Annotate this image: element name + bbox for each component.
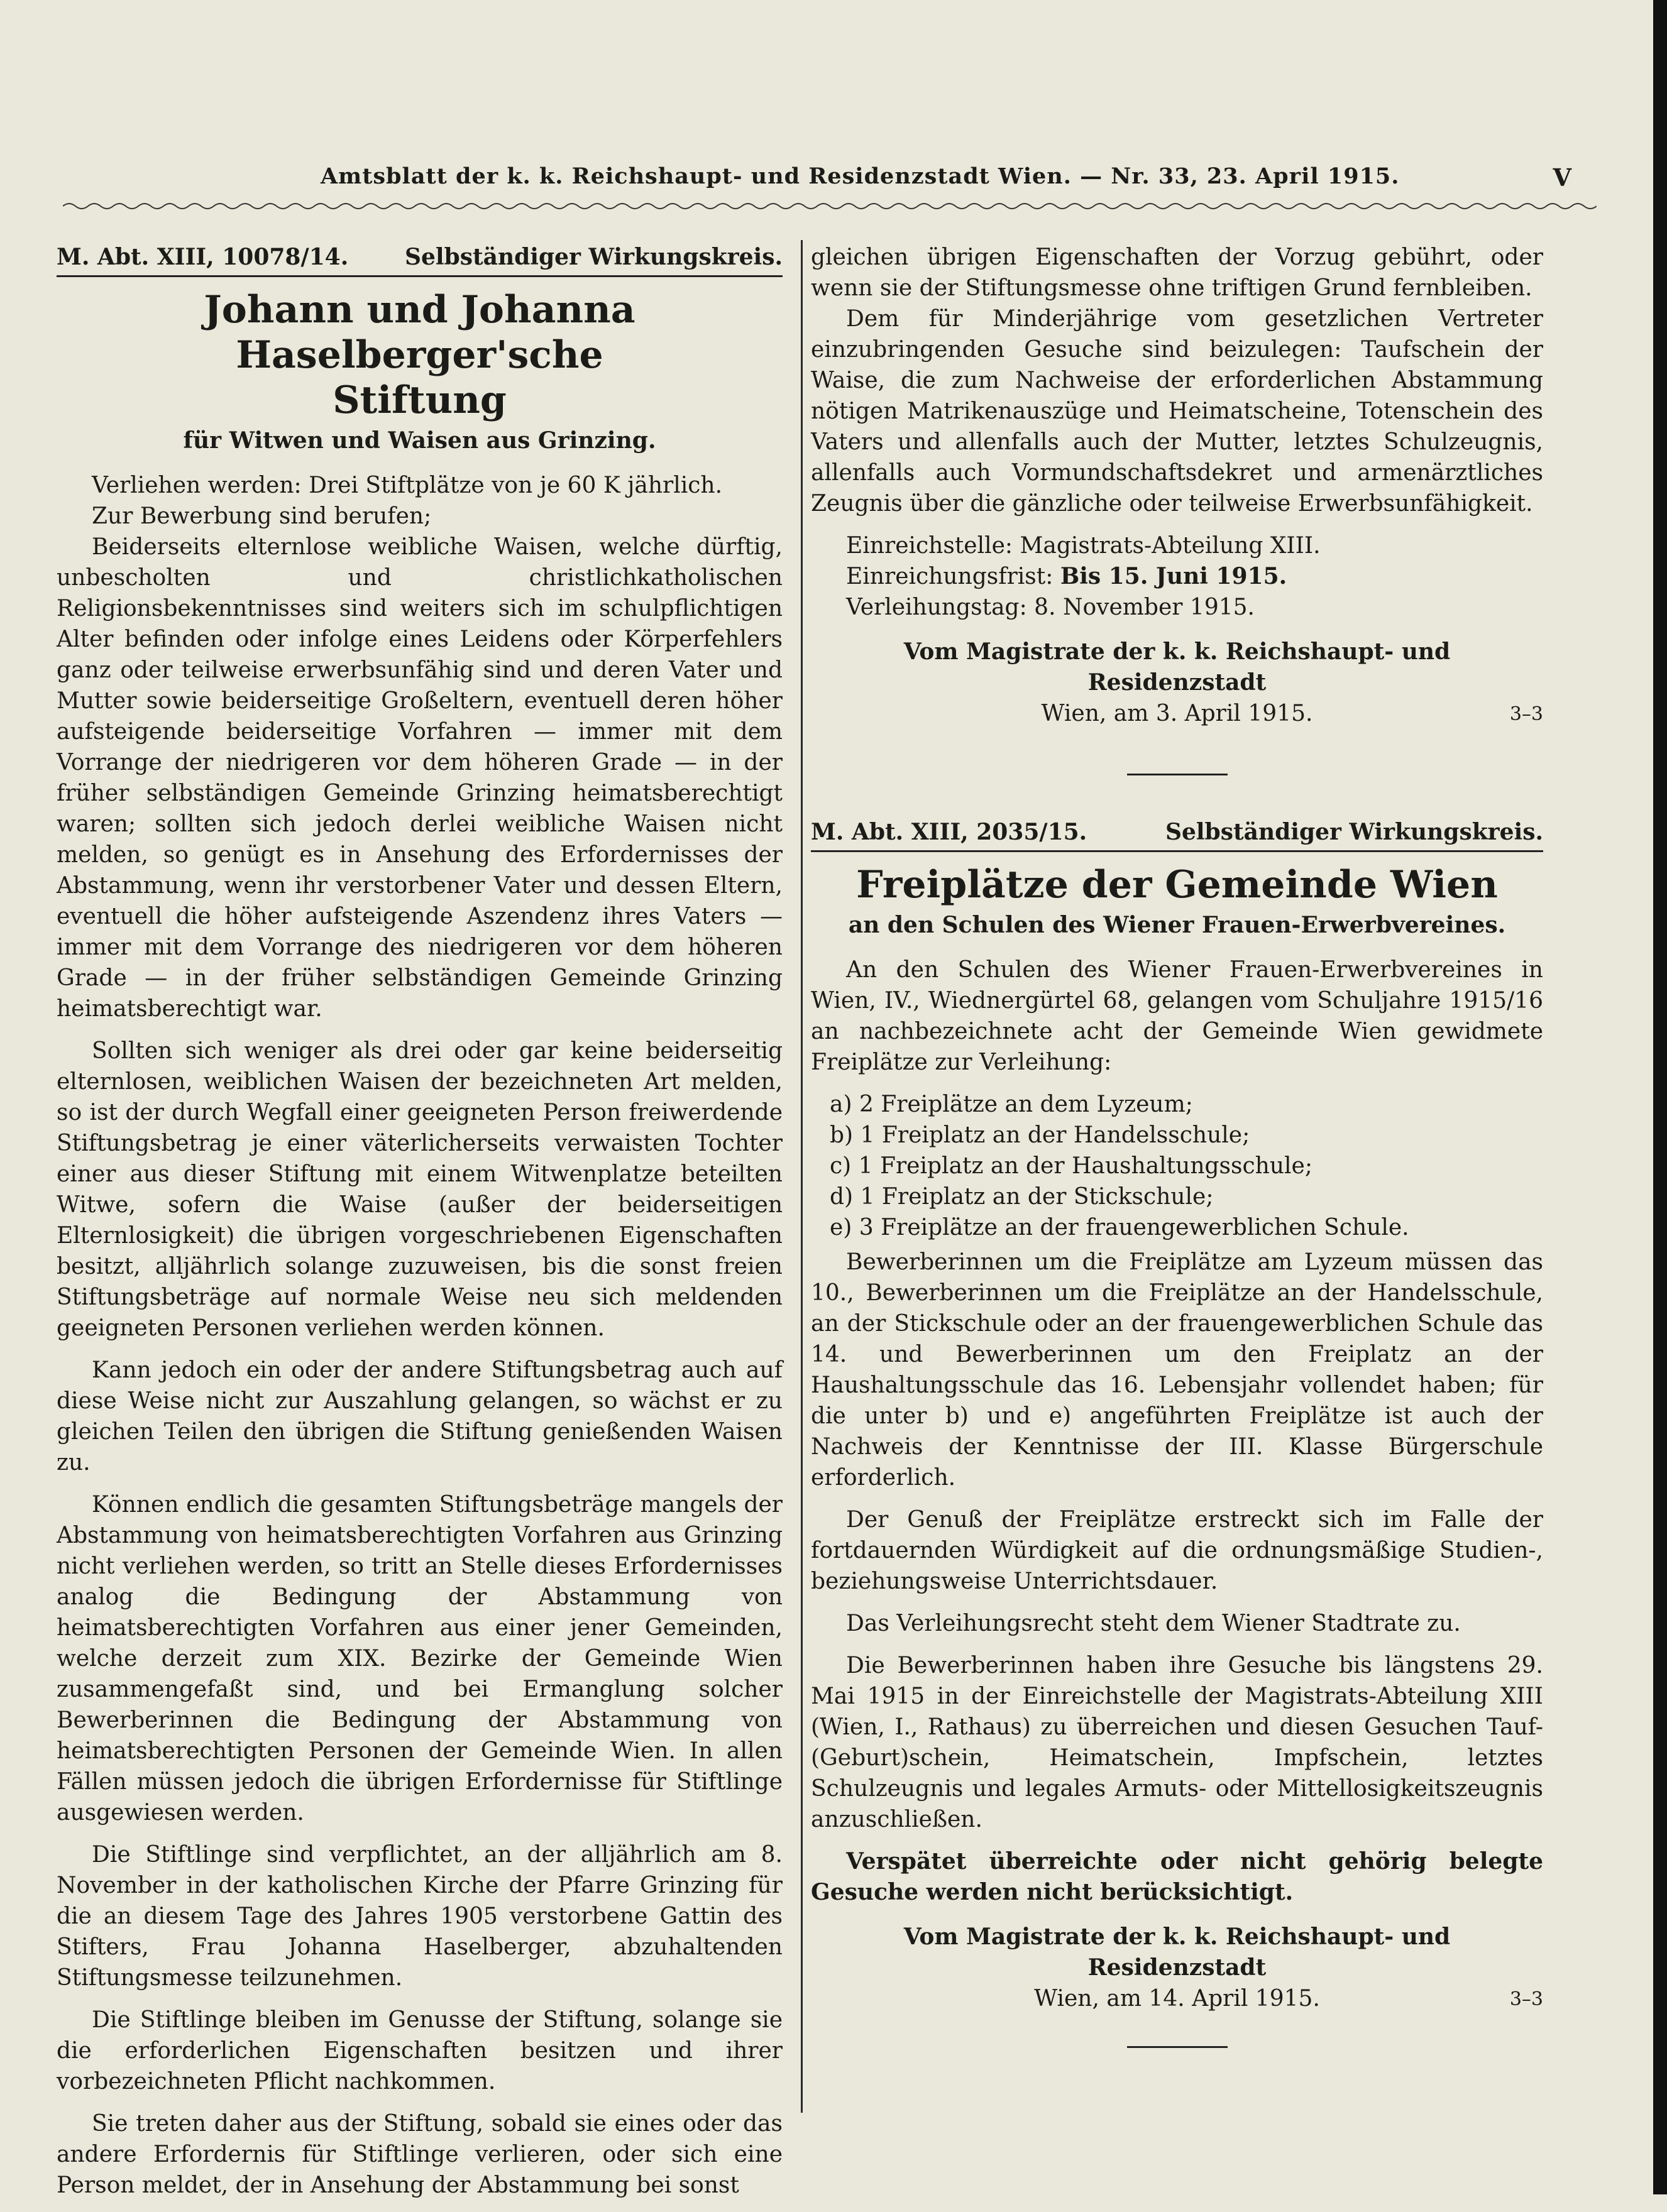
paragraph: Können endlich die gesamten Stiftungsbeträge mangels der Abstammung von heimatsberechtigten Vorfahren aus Grinzing nicht verliehen werden, so tritt an Stelle dieses Erfordernisses analog die Bedingung der Abstammung von heimatsberechtigten Vorfahren aus einer jener Gemeinden, welche derzeit zum XIX. Bezirke der Gemeinde Wien zusammengefaßt sind, und bei Ermanglung solcher Bewerberinnen die Bedingung der Abstammung von heimatsberechtigten Personen der Gemeinde Wien. In allen Fällen müssen jedoch die übrigen Erfordernisse für Stiftlinge ausgewiesen werden. [57,1492,783,1826]
paragraph: An den Schulen des Wiener Frauen-Erwerbvereines in Wien, IV., Wiednergürtel 68, gelangen vom Schuljahre 1915/16 an nachbezeichnete acht der Gemeinde Wien gewidmete Freiplätze zur Verleihung: [811,957,1543,1075]
paragraph: Zur Bewerbung sind berufen; [92,503,432,529]
award-day: Verleihungstag: 8. November 1915. [846,594,1255,620]
paragraph: Beiderseits elternlose weibliche Waisen, welche dürftig, unbescholten und christlichkatholischen Religionsbekenntnisses sind weiters sich im schulpflichtigen Alter befinden oder infolge eines Leidens oder Körperfehlers ganz oder teilweise erwerbsunfähig sind und deren Vater und Mutter sowie beiderseitige Großeltern, eventuell deren höher aufsteigende beiderseitige Vorfahren — immer mit dem Vorrange der niedrigeren vor dem höheren Grade — in der früher selbständigen Gemeinde Grinzing heimatsberechtigt waren; sollten sich jedoch derlei weibliche Waisen nicht melden, so genügt es in Ansehung des Erfordernisses der Abstammung, wenn ihr verstorbener Vater und dessen Eltern, eventuell die höher aufsteigende Aszendenz ihres Vaters — immer mit dem Vorrange des niedrigeren vor dem höheren Grade — in der früher selbständigen Gemeinde Grinzing heimatsberechtigt war. [57,534,783,1022]
article-scope: Selbständiger Wirkungskreis. [1165,819,1543,845]
left-column [57,242,783,2212]
list-item: a) 2 Freiplätze an dem Lyzeum; [830,1092,1193,1117]
paragraph: Sollten sich weniger als drei oder gar keine beiderseitig elternlosen, weiblichen Waisen der bezeichneten Art melden, so ist der durch Wegfall einer geeigneten Person freiwerdende Stiftungsbetrag je einer väterlicherseits verwaisten Tochter einer aus dieser Stiftung mit einem Witwenplatze beteilten Witwe, sofern die Waise (außer der beiderseitigen Elternlosigkeit) die übrigen vorgeschriebenen Eigenschaften besitzt, alljährlich solange zuzuweisen, bis die sonst freien Stiftungsbeträge auf normale Weise neu sich meldenden geeigneten Personen verliehen werden können. [57,1038,783,1341]
article-subtitle: an den Schulen des Wiener Frauen-Erwerbvereines. [848,912,1506,938]
list-item: d) 1 Freiplatz an der Stickschule; [830,1184,1214,1210]
paragraph: Die Bewerberinnen haben ihre Gesuche bis längstens 29. Mai 1915 in der Einreichstelle der Magistrats-Abteilung XIII (Wien, I., Rathaus) zu überreichen und diesen Gesuchen Tauf- (Geburt)schein, Heimatschein, Impfschein, letztes Schulzeugnis und legales Armuts- oder Mittellosigkeitszeugnis anzuschließen. [811,1653,1543,1832]
section-separator [1127,774,1228,775]
paragraph: Kann jedoch ein oder der andere Stiftungsbetrag auch auf diese Weise nicht zur Auszahlung gelangen, so wächst er zu gleichen Teilen den übrigen die Stiftung genießenden Waisen zu. [57,1357,783,1476]
signature-city-date: Wien, am 14. April 1915. [1034,1986,1320,2012]
submission-deadline [811,561,1543,592]
paragraph: Sie treten daher aus der Stiftung, sobald sie eines oder das andere Erfordernis für Stiftlinge verlieren, oder sich eine Person meldet, der in Ansehung der Abstammung bei sonst [57,2111,783,2198]
section-separator [1127,2046,1228,2048]
insertion-number: 3–3 [1509,703,1543,725]
paragraph: Verspätet überreichte oder nicht gehörig belegte Gesuche werden nicht berücksichtigt. [811,1848,1543,1905]
deadline-label: Einreichungsfrist: [846,564,1054,589]
list-item: e) 3 Freiplätze an der frauengewerblichen Schule. [830,1215,1409,1240]
signature-city-date: Wien, am 3. April 1915. [1041,701,1313,726]
paragraph: Das Verleihungsrecht steht dem Wiener Stadtrate zu. [846,1611,1461,1636]
paragraph: Verliehen werden: Drei Stiftplätze von je 60 K jährlich. [92,473,723,498]
article-ref: M. Abt. XIII, 2035/15. [811,819,1087,845]
column-divider [801,240,803,2113]
freeplace-list [811,1089,1543,1243]
header-wavy-rule [63,200,1597,212]
article-ref-row [811,817,1543,848]
article-title-line2: Stiftung [333,378,507,422]
article-subtitle: für Witwen und Waisen aus Grinzing. [183,427,656,454]
article-title [57,287,783,423]
paragraph: Bewerberinnen um die Freiplätze am Lyzeum müssen das 10., Bewerberinnen um die Freiplätze an der Handelsschule, an der Stickschule oder an der frauengewerblichen Schule das 14. und Bewerberinnen um den Freiplatz an der Haushaltungsschule das 16. Lebensjahr vollendet haben; für die unter b) und e) angeführten Freiplätze ist auch der Nachweis der Kenntnisse der III. Klasse Bürgerschule erforderlich. [811,1249,1543,1491]
article-title: Freiplätze der Gemeinde Wien [856,863,1498,907]
deadline-value: Bis 15. Juni 1915. [1060,563,1287,589]
page-header [63,163,1597,201]
insertion-number: 3–3 [1509,1988,1543,2010]
paragraph: Dem für Minderjährige vom gesetzlichen Vertreter einzubringenden Gesuche sind beizulegen: Taufschein der Waise, die zum Nachweise der erforderlichen Abstammung nötigen Matrikenauszüge und Heimatscheine, Totenschein des Vaters und allenfalls auch der Mutter, letztes Schulzeugnis, allenfalls auch Vormundschaftsdekret und armenärztliches Zeugnis über die gänzliche oder teilweise Erwerbsunfähigkeit. [811,306,1543,517]
article-ref: M. Abt. XIII, 10078/14. [57,244,349,270]
right-column [811,242,1543,2048]
page-edge [1653,0,1667,2194]
paragraph: Die Stiftlinge sind verpflichtet, an der alljährlich am 8. November in der katholischen Kirche der Pfarre Grinzing für die an diesem Tage des Jahres 1905 verstorbene Gattin des Stifters, Frau Johanna Haselberger, abzuhaltenden Stiftungsmesse teilzunehmen. [57,1842,783,1991]
article-scope: Selbständiger Wirkungskreis. [404,244,783,270]
ref-underline [57,275,783,277]
paragraph: Der Genuß der Freiplätze erstreckt sich im Falle der fortdauernden Würdigkeit auf die ordnungsmäßige Studien-, beziehungsweise Unterrichtsdauer. [811,1507,1543,1594]
article-title-line1: Johann und Johanna Haselberger'sche [204,288,635,377]
signature-authority: Vom Magistrate der k. k. Reichshaupt- und Residenzstadt [903,638,1451,696]
header-title: Amtsblatt der k. k. Reichshaupt- und Residenzstadt Wien. — Nr. 33, 23. April 1915. [321,163,1400,189]
list-item: c) 1 Freiplatz an der Haushaltungsschule; [830,1153,1312,1179]
submission-office: Einreichstelle: Magistrats-Abteilung XIII. [846,533,1321,559]
paragraph: Die Stiftlinge bleiben im Genusse der Stiftung, solange sie die erforderlichen Eigenschaften besitzen und ihrer vorbezeichneten Pflicht nachkommen. [57,2007,783,2094]
page-number: V [1553,163,1571,192]
signature-authority: Vom Magistrate der k. k. Reichshaupt- und Residenzstadt [903,1924,1451,1981]
paragraph: gleichen übrigen Eigenschaften der Vorzug gebührt, oder wenn sie der Stiftungsmesse ohne triftigen Grund fernbleiben. [811,244,1543,301]
ref-underline [811,850,1543,852]
article-ref-row [57,242,783,273]
list-item: b) 1 Freiplatz an der Handelsschule; [830,1122,1250,1148]
